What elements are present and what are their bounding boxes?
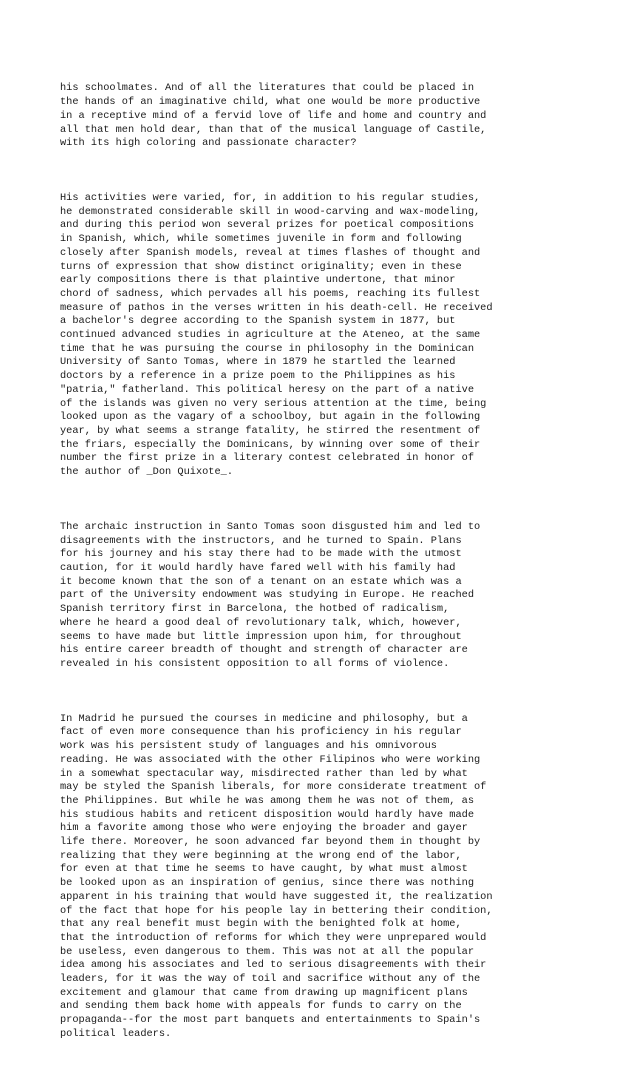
body-text — [60, 55, 620, 1083]
paragraph: The archaic instruction in Santo Tomas soon disgusted him and led to disagreements with the instructors, and he turned to Spain. Plans for his journey and his stay there had to be made with the utmost caution, for it would hardly have fared well with his family had it become known that the son of a tenant on an estate which was a part of the University endowment was studying in Europe. He reached Spanish territory first in Barcelona, the hotbed of radicalism, where he heard a good deal of revolutionary talk, which, however, seems to have made but little impression upon him, for throughout his entire career breadth of thought and strength of character are revealed in his consistent opposition to all forms of violence. — [60, 520, 481, 670]
paragraph: In Madrid he pursued the courses in medicine and philosophy, but a fact of even more consequence than his proficiency in his regular work was his persistent study of languages and his omnivorous reading. He was associated with the other Filipinos who were working in a somewhat spectacular way, misdirected rather than led by what may be styled the Spanish liberals, for more considerate treatment of the Philippines. But while he was among them he was not of them, as his studious habits and reticent disposition would hardly have made him a favorite among those who were enjoying the broader and gayer life there. Moreover, he soon advanced far beyond them in thought by realizing that they were beginning at the wrong end of the labor, for even at that time he seems to have caught, by what must almost be looked upon as an inspiration of genius, since there was nothing apparent in his training that would have suggested it, the realization of the fact that hope for his people lay in bettering their condition, that any real benefit must begin with the benighted folk at home, that the introduction of reforms for which they were unprepared would be useless, even dangerous to them. This was not at all the popular idea among his associates and led to serious disagreements with their leaders, for it was the way of toil and sacrifice without any of the excitement and glamour that came from drawing up magnificent plans and sending them back home with appeals for funds to carry on the propaganda--for the most part banquets and entertainments to Spain's political leaders. — [60, 712, 493, 1040]
paragraph: his schoolmates. And of all the literatures that could be placed in the hands of an imaginative child, what one would be more productive in a receptive mind of a fervid love of life and home and country and all that men hold dear, than that of the musical language of Castile, with its high coloring and passionate character? — [60, 82, 487, 150]
paragraph: His activities were varied, for, in addition to his regular studies, he demonstrated considerable skill in wood-carving and wax-modeling, and during this period won several prizes for poetical compositions in Spanish, which, while sometimes juvenile in form and following closely after Spanish models, reveal at times flashes of thought and turns of expression that show distinct originality; even in these early compositions there is that plaintive undertone, that minor chord of sadness, which pervades all his poems, reaching its fullest measure of pathos in the verses written in his death-cell. He received a bachelor's degree according to the Spanish system in 1877, but continued advanced studies in agriculture at the Ateneo, at the same time that he was pursuing the course in philosophy in the Dominican University of Santo Tomas, where in 1879 he startled the learned doctors by a reference in a prize poem to the Philippines as his "patria," fatherland. This political heresy on the part of a native of the islands was given no very serious attention at the time, being looked upon as the vagary of a schoolboy, but again in the following year, by what seems a strange fatality, he stirred the resentment of the friars, especially the Dominicans, by winning over some of their number the first prize in a literary contest celebrated in honor of the author of _Don Quixote_. — [60, 192, 493, 479]
